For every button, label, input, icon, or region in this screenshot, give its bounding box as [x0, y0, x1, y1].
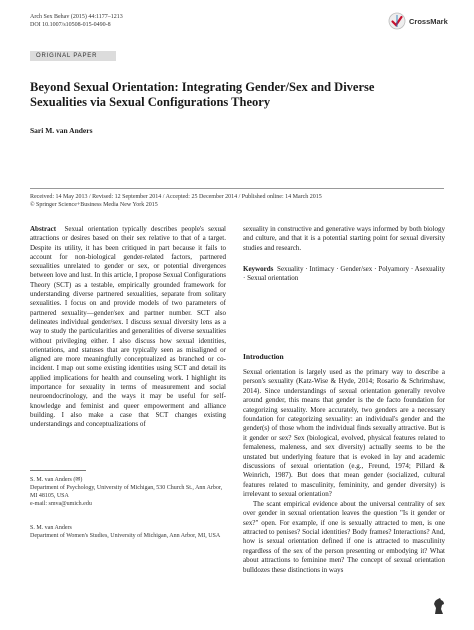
abstract-continued: sexuality in constructive and generative ways informed by both biology and culture, and that it is a potential starting point for sexual diversity studies and research. — [243, 225, 445, 252]
article-dates — [30, 193, 450, 209]
journal-citation: Arch Sex Behav (2015) 44:1177–1213 — [30, 14, 123, 20]
crossmark-icon — [388, 12, 406, 30]
affiliation-department: Department of Psychology, University of Michigan, 530 Church St., Ann Arbor, MI 48105, USA — [30, 485, 223, 499]
intro-paragraph-1: Sexual orientation is largely used as the primary way to describe a person's sexuality (Katz-Wise & Hyde, 2014; Rosario & Schrimshaw, 2014). Since understandings of sexual orientation generally revolve around gender, this means that gender is the de facto foundation for categorizing sexuality. More accurately, two genders are a necessary foundation for categorizing sexuality: an individual's gender and the gender(s) of those whom the individual finds sexually attractive. But is it gender or sex? Sex (biological, evolved, physical features related to femaleness, maleness, and sex diversity) actually seems to be the unstated but underlying feature that is evoked in lay and academic discussions of sexual orientation (e.g., Freund, 1974; Pillard & Weinrich, 1987). But does that mean gender (socialized, cultural features related to masculinity, femininity, and gender diversity) is irrelevant to sexual orientation? — [243, 368, 445, 499]
section-label: ORIGINAL PAPER — [30, 51, 116, 61]
title-line-2: Sexualities via Sexual Configurations Theory — [30, 95, 271, 109]
crossmark-badge[interactable] — [388, 12, 448, 30]
crossmark-label: CrossMark — [409, 16, 448, 26]
intro-paragraph-2: The scant empirical evidence about the universal centrality of sex over gender in sexual orientation leaves the question "Is it gender or sex?" open. For example, if one is sexually attracted to men, is one attracted to penises? Social identities? Body frames? Interactions? And, how is sexual orientation defined if one is attracted to masculinity regardless of the sex of the person presenting or embodying it? What about attractions to feminine men? The concept of sexual orientation bulldozes these distinctions in ways — [243, 499, 445, 574]
doi[interactable]: DOI 10.1007/s10508-015-0490-8 — [30, 22, 111, 28]
affiliation-1 — [30, 476, 230, 508]
divider — [30, 188, 444, 189]
abstract-label: Abstract — [30, 225, 57, 233]
section-heading-introduction: Introduction — [243, 352, 284, 361]
keywords-text: Sexuality · Intimacy · Gender/sex · Polyamory · Asexuality · Sexual orientation — [243, 264, 446, 283]
keywords-label: Keywords — [243, 264, 274, 273]
affiliation-email[interactable]: e-mail: smva@umich.edu — [30, 501, 92, 507]
copyright: © Springer Science+Business Media New York 2015 — [30, 202, 158, 208]
publication-history: Received: 14 May 2013 / Revised: 12 September 2014 / Accepted: 25 December 2014 / Published online: 14 March 2015 — [30, 194, 322, 200]
affiliation-name: S. M. van Anders (✉) — [30, 477, 83, 483]
title-line-1: Beyond Sexual Orientation: Integrating Gender/Sex and Diverse — [30, 80, 375, 94]
article-title — [30, 80, 450, 110]
author-name: Sari M. van Anders — [30, 126, 93, 135]
abstract — [30, 225, 226, 430]
abstract-text: Sexual orientation typically describes people's sexual attractions or desires based on their sex relative to that of a target. Despite its utility, it has been critiqued in part because it fails to account for non-biological gender-related factors, partnered sexualities unrelated to gender or sex, or potential divergences between love and lust. In this article, I propose Sexual Configurations Theory (SCT) as a testable, empirically grounded framework for understanding diverse partnered sexualities, separate from solitary sexualities. I focus on and provide models of two parameters of partnered sexuality—gender/sex and partner number. SCT also delineates individual gender/sex. I discuss sexual diversity lens as a way to study the particularities and generalities of diverse sexualities without privileging either. I also discuss how sexual identities, orientations, and statuses that are typically seen as misaligned or aligned are more meaningfully conceptualized as branched or co-incident. I map out some existing identities using SCT and detail its applied implications for health and counseling work. I highlight its importance for sexuality in terms of measurement and social neuroendocrinology, and the ways it may be useful for self-knowledge and feminist and queer empowerment and alliance building. I also make a case that SCT changes existing understandings and conceptualizations of — [30, 225, 227, 429]
introduction-body — [243, 368, 445, 575]
affiliation-2 — [30, 524, 230, 540]
springer-horse-icon — [432, 597, 446, 620]
footnote-divider — [30, 470, 86, 471]
affiliation-department: Department of Women's Studies, University of Michigan, Ann Arbor, MI, USA — [30, 533, 221, 539]
affiliation-name: S. M. van Anders — [30, 525, 72, 531]
keywords — [243, 265, 445, 284]
right-column-top — [243, 225, 445, 283]
